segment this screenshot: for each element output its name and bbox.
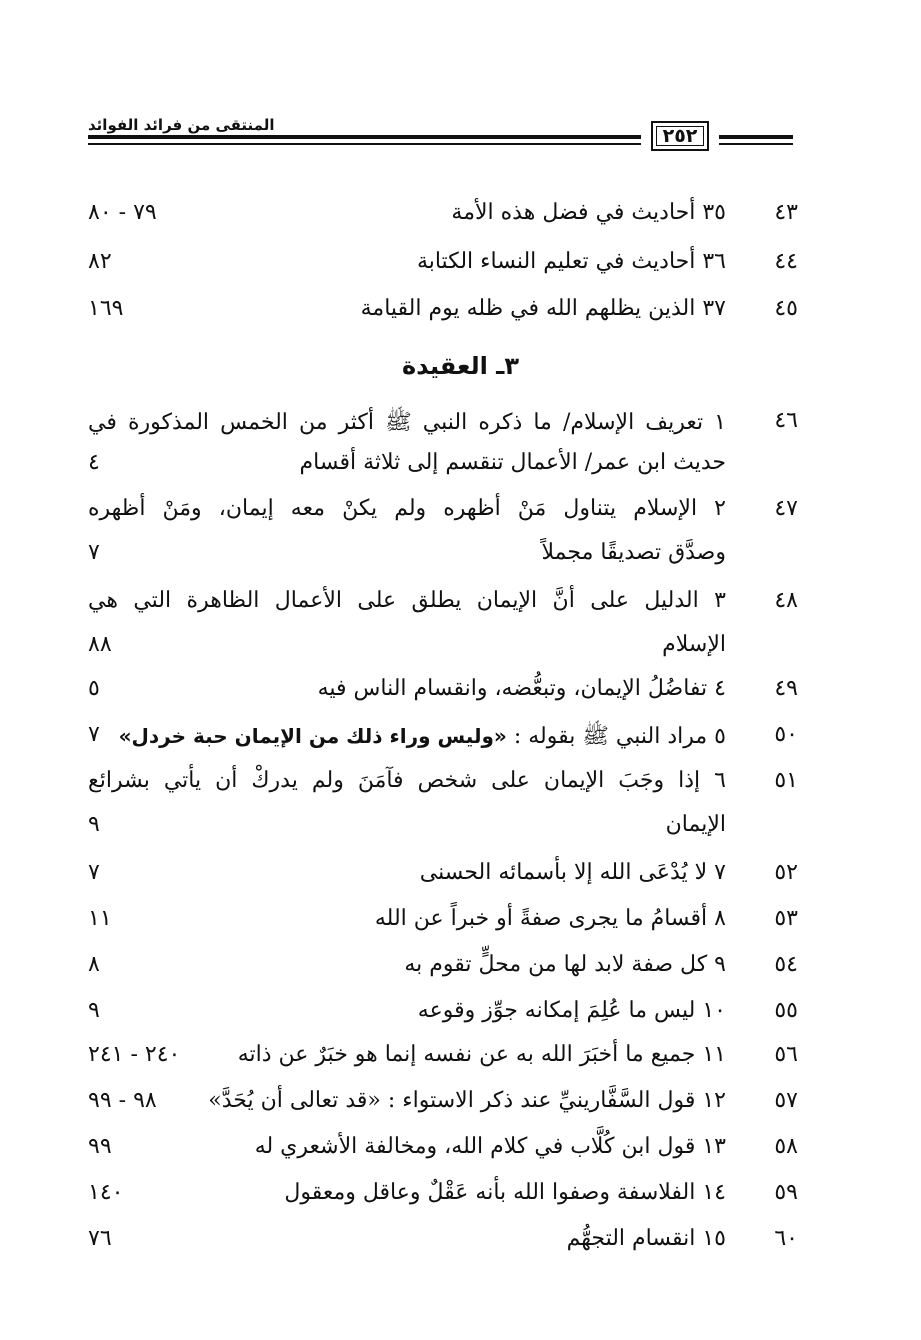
entry-page: ٨ — [88, 952, 100, 977]
toc-entry — [88, 768, 798, 814]
entry-page: ١٤٠ — [88, 1180, 124, 1205]
toc-entry — [88, 998, 798, 1044]
entry-page: ١٦٩ — [88, 296, 124, 321]
header-rule-right-thin — [719, 143, 793, 145]
entry-title-line2: حديث ابن عمر/ الأعمال تنقسم إلى ثلاثة أقسام — [299, 450, 726, 475]
entry-number: ٥٥ — [774, 998, 798, 1023]
entry-page: ٧٩ - ٨٠ — [88, 200, 157, 225]
entry-number: ٥١ — [774, 768, 798, 793]
entry-page: ٧ — [88, 722, 100, 747]
entry-number: ٤٨ — [774, 588, 798, 613]
toc-entry — [88, 860, 798, 906]
toc-entry-continuation — [88, 540, 798, 586]
entry-title-line2: الإسلام — [662, 632, 726, 657]
toc-entry — [88, 249, 798, 295]
toc-entry — [88, 200, 798, 246]
entry-page: ٧ — [88, 860, 100, 885]
entry-number: ٤٥ — [774, 296, 798, 321]
entry-page: ٩ — [88, 998, 100, 1023]
entry-title-prefix: ٥ مراد النبي ﷺ بقوله : — [513, 724, 726, 749]
entry-title: ١٢ قول السَّفَّارينيِّ عند ذكر الاستواء : «قد تعالى أن يُحَدَّ» — [208, 1088, 726, 1113]
toc-entry — [88, 722, 798, 768]
entry-number: ٥٨ — [774, 1134, 798, 1159]
entry-title: ٤ تفاضُلُ الإيمان، وتبعُّضه، وانقسام الناس فيه — [317, 676, 726, 701]
toc-entry-continuation — [88, 632, 798, 678]
section-heading: ٣ـ العقيدة — [401, 352, 520, 380]
entry-number: ٤٦ — [774, 408, 798, 433]
entry-number: ٤٤ — [774, 249, 798, 274]
entry-number: ٥٤ — [774, 952, 798, 977]
entry-page: ٩ — [88, 812, 100, 837]
entry-title: ١٥ انقسام التجهُّم — [566, 1226, 726, 1251]
entry-title: ١١ جميع ما أخبَرَ الله به عن نفسه إنما هو خبَرٌ عن ذاته — [237, 1042, 726, 1067]
entry-title-line2: وصدَّق تصديقًا مجملاً — [541, 540, 726, 565]
entry-page: ٧ — [88, 540, 100, 565]
entry-title: ٣٦ أحاديث في تعليم النساء الكتابة — [416, 249, 726, 274]
toc-entry — [88, 408, 798, 454]
entry-page: ١١ — [88, 906, 112, 931]
entry-number: ٤٩ — [774, 676, 798, 701]
entry-number: ٥٠ — [774, 722, 798, 747]
page-number: ٢٥٢ — [662, 125, 698, 147]
entry-title-line1: ١ تعريف الإسلام/ ما ذكره النبي ﷺ أكثر من الخمس المذكورة في — [88, 410, 726, 435]
entry-page: ٧٦ — [88, 1226, 112, 1251]
entry-number: ٥٧ — [774, 1088, 798, 1113]
entry-title-quote: «وليس وراء ذلك من الإيمان حبة خردل» — [118, 724, 507, 748]
entry-number: ٤٣ — [774, 200, 798, 225]
toc-entry — [88, 296, 798, 342]
entry-title: ٣٧ الذين يظلهم الله في ظله يوم القيامة — [360, 296, 726, 321]
entry-number: ٥٣ — [774, 906, 798, 931]
entry-number: ٥٩ — [774, 1180, 798, 1205]
running-title: المنتقى من فرائد الفوائد — [88, 116, 275, 134]
header-rule-thick — [88, 135, 641, 139]
toc-entry-continuation — [88, 450, 798, 496]
entry-title-line1: ٢ الإسلام يتناول مَنْ أظهره ولم يكنْ معه إيمان، ومَنْ أظهره — [88, 496, 726, 521]
toc-entry — [88, 1134, 798, 1180]
entry-title: ٨ أقسامُ ما يجرى صفةً أو خبراً عن الله — [374, 906, 726, 931]
entry-title: ١٣ قول ابن كُلَّاب في كلام الله، ومخالفة الأشعري له — [254, 1134, 726, 1159]
header-rule-right-thick — [719, 135, 793, 139]
toc-entry-continuation — [88, 812, 798, 858]
entry-title-line1: ٣ الدليل على أنَّ الإيمان يطلق على الأعمال الظاهرة التي هي — [88, 588, 726, 613]
toc-entry — [88, 952, 798, 998]
toc-entry — [88, 588, 798, 634]
toc-entry — [88, 1226, 798, 1272]
entry-title: ٧ لا يُدْعَى الله إلا بأسمائه الحسنى — [419, 860, 726, 885]
entry-title-line1: ٦ إذا وجَبَ الإيمان على شخص فآمَنَ ولم يدركْ أن يأتي بشرائع — [88, 768, 726, 793]
toc-entry — [88, 1042, 798, 1088]
header-rule-thin — [88, 143, 641, 145]
toc-entry — [88, 1088, 798, 1134]
entry-number: ٥٢ — [774, 860, 798, 885]
toc-entry — [88, 496, 798, 542]
entry-title: ٩ كل صفة لابد لها من محلٍّ تقوم به — [404, 952, 726, 977]
entry-page: ٩٩ — [88, 1134, 112, 1159]
entry-page: ٥ — [88, 676, 100, 701]
entry-title — [112, 722, 726, 754]
entry-page: ٤ — [88, 450, 100, 475]
entry-number: ٤٧ — [774, 496, 798, 521]
entry-title-line2: الإيمان — [665, 812, 726, 837]
toc-entry — [88, 1180, 798, 1226]
entry-page: ٢٤٠ - ٢٤١ — [88, 1042, 181, 1067]
entry-title: ٣٥ أحاديث في فضل هذه الأمة — [451, 200, 726, 225]
page-number-box — [651, 121, 709, 151]
toc-entry — [88, 906, 798, 952]
entry-number: ٥٦ — [774, 1042, 798, 1067]
toc-entry — [88, 676, 798, 722]
entry-page: ٨٢ — [88, 249, 112, 274]
entry-title: ١٤ الفلاسفة وصفوا الله بأنه عَقْلٌ وعاقل ومعقول — [284, 1180, 726, 1205]
entry-page: ٨٨ — [88, 632, 112, 657]
entry-number: ٦٠ — [774, 1226, 798, 1251]
entry-title: ١٠ ليس ما عُلِمَ إمكانه جوِّز وقوعه — [417, 998, 726, 1023]
entry-page: ٩٨ - ٩٩ — [88, 1088, 157, 1113]
